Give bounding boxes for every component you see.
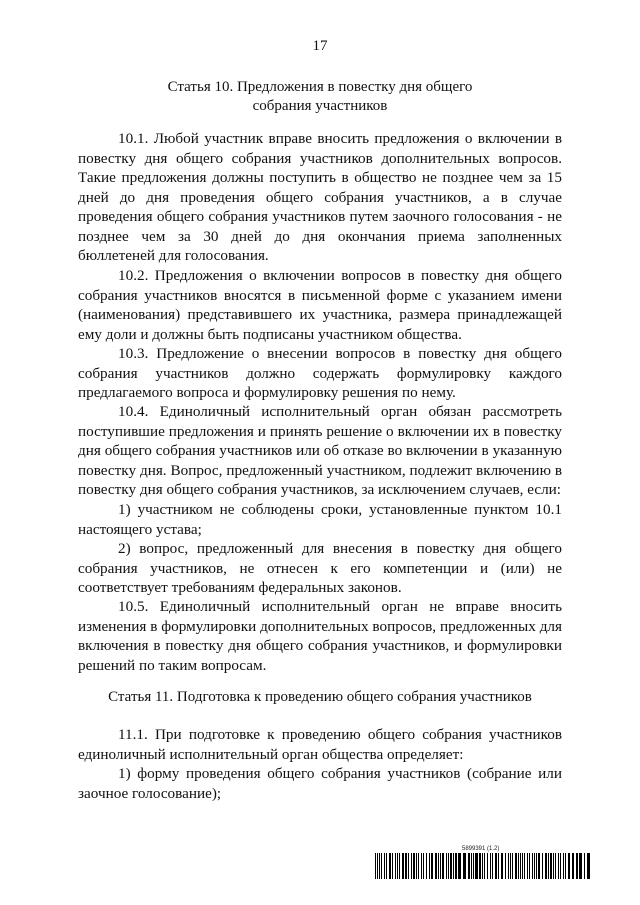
barcode-image — [375, 853, 591, 879]
paragraph-10-2: 10.2. Предложения о включении вопросов в повестку дня общего собрания участников вносятся в письменной форме с указанием имени (наименования) представившего их участника, размера принадлежащей ему доли и должны быть подписаны участником общества. — [78, 267, 562, 343]
paragraph-11-1: 11.1. При подготовке к проведению общего собрания участников единоличный исполнительный орган общества определяет: — [78, 726, 562, 763]
article-10-heading-line-2: собрания участников — [252, 98, 388, 114]
paragraph-10-4-item-2: 2) вопрос, предложенный для внесения в повестку дня общего собрания участников, не отнесен к его компетенции и (или) не соответствует требованиям федеральных законов. — [78, 540, 562, 596]
barcode-number: 5899391 (1.2) — [462, 846, 500, 852]
paragraph-10-3: 10.3. Предложение о внесении вопросов в повестку дня общего собрания участников должно содержать формулировку каждого предлагаемого вопроса и формулировку решения по нему. — [78, 345, 562, 401]
paragraph-10-4-item-1: 1) участником не соблюдены сроки, установленные пунктом 10.1 настоящего устава; — [78, 501, 562, 538]
paragraph-11-1-item-1: 1) форму проведения общего собрания участников (собрание или заочное голосование); — [78, 765, 562, 802]
paragraph-10-1: 10.1. Любой участник вправе вносить предложения о включении в повестку дня общего собрания участников дополнительных вопросов. Такие предложения должны поступить в общество не позднее чем за 15 дней до дня проведения общего собрания участников, а в случае проведения общего собрания участников путем заочного голосования - не позднее чем за 30 дней до дня окончания приема заполненных бюллетеней для голосования. — [78, 130, 562, 264]
article-10-heading-line-1: Статья 10. Предложения в повестку дня общего — [167, 79, 473, 95]
page-number: 17 — [312, 38, 328, 54]
paragraph-10-4: 10.4. Единоличный исполнительный орган обязан рассмотреть поступившие предложения и принять решение о включении их в повестку дня общего собрания участников или об отказе во включении в указанную повестку дня. Вопрос, предложенный участником, подлежит включению в повестку дня общего собрания участников, за исключением случаев, если: — [78, 403, 562, 498]
article-11-heading: Статья 11. Подготовка к проведению общего собрания участников — [108, 689, 532, 705]
article-10-heading — [78, 78, 562, 116]
paragraph-10-5: 10.5. Единоличный исполнительный орган не вправе вносить изменения в формулировки дополнительных вопросов, предложенных для включения в повестку дня общего собрания участников, и формулировки решений по таким вопросам. — [78, 598, 562, 674]
